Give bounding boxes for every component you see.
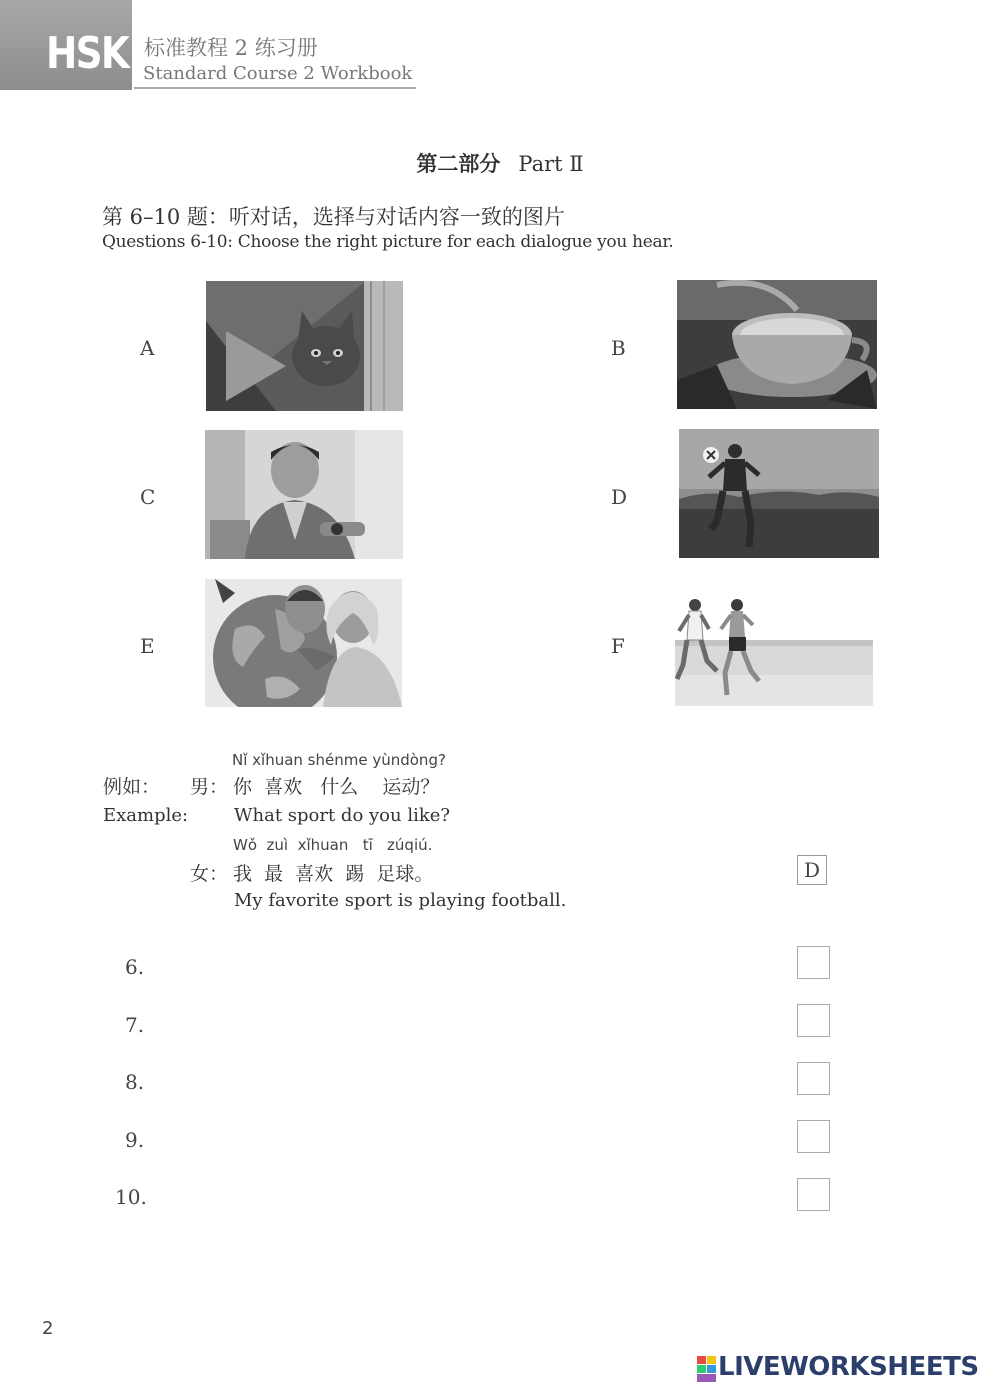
part-title — [0, 148, 1000, 178]
example-male-chinese: 你 喜欢 什么 运动？ — [233, 776, 440, 798]
book-title-english: Standard Course 2 Workbook — [143, 63, 413, 84]
book-title-chinese: 标准教程 2 练习册 — [144, 36, 318, 60]
example-female-speaker: 女： — [190, 863, 229, 885]
cat-photo — [206, 281, 403, 411]
part-title-chinese: 第二部分 — [416, 151, 501, 176]
option-letter-f: F — [611, 634, 625, 658]
page-number: 2 — [42, 1318, 54, 1339]
example-male-english: What sport do you like? — [234, 805, 451, 826]
example-label-english: Example: — [103, 805, 189, 826]
instructions-english: Questions 6-10: Choose the right picture for each dialogue you hear. — [102, 232, 674, 252]
hsk-logo: HSK — [46, 28, 129, 79]
answer-box-9[interactable] — [797, 1120, 830, 1153]
option-letter-c: C — [140, 485, 156, 509]
football-player-photo — [679, 429, 879, 558]
example-female-pinyin: Wǒ zuì xǐhuan tī zúqiú. — [233, 836, 433, 854]
example-female-chinese: 我 最 喜欢 踢 足球。 — [233, 863, 434, 885]
liveworksheets-logo-icon — [697, 1356, 717, 1382]
answer-box-8[interactable] — [797, 1062, 830, 1095]
question-number: 10. — [115, 1185, 147, 1209]
liveworksheets-watermark: LIVEWORKSHEETS — [718, 1352, 979, 1382]
option-letter-d: D — [611, 485, 628, 509]
part-title-english: Part Ⅱ — [518, 152, 584, 176]
question-number: 8. — [125, 1070, 145, 1094]
answer-box-10[interactable] — [797, 1178, 830, 1211]
example-female-english: My favorite sport is playing football. — [234, 890, 567, 911]
example-male-pinyin: Nǐ xǐhuan shénme yùndòng? — [232, 751, 446, 769]
question-number: 6. — [125, 955, 145, 979]
option-letter-e: E — [140, 634, 155, 658]
option-letter-a: A — [140, 336, 155, 360]
example-male-speaker: 男： — [190, 776, 229, 798]
example-label-chinese: 例如： — [103, 776, 161, 798]
answer-box-6[interactable] — [797, 946, 830, 979]
tea-cup-photo — [677, 280, 877, 409]
couple-running-photo — [675, 595, 873, 706]
answer-box-7[interactable] — [797, 1004, 830, 1037]
header-divider — [134, 87, 416, 89]
question-number: 7. — [125, 1013, 145, 1037]
instructions-chinese: 第 6–10 题：听对话，选择与对话内容一致的图片 — [102, 205, 565, 229]
example-answer-box: D — [797, 855, 827, 885]
question-number: 9. — [125, 1128, 145, 1152]
option-letter-b: B — [611, 336, 626, 360]
man-checking-watch-photo — [205, 430, 403, 559]
couple-with-globe-photo — [205, 579, 402, 707]
